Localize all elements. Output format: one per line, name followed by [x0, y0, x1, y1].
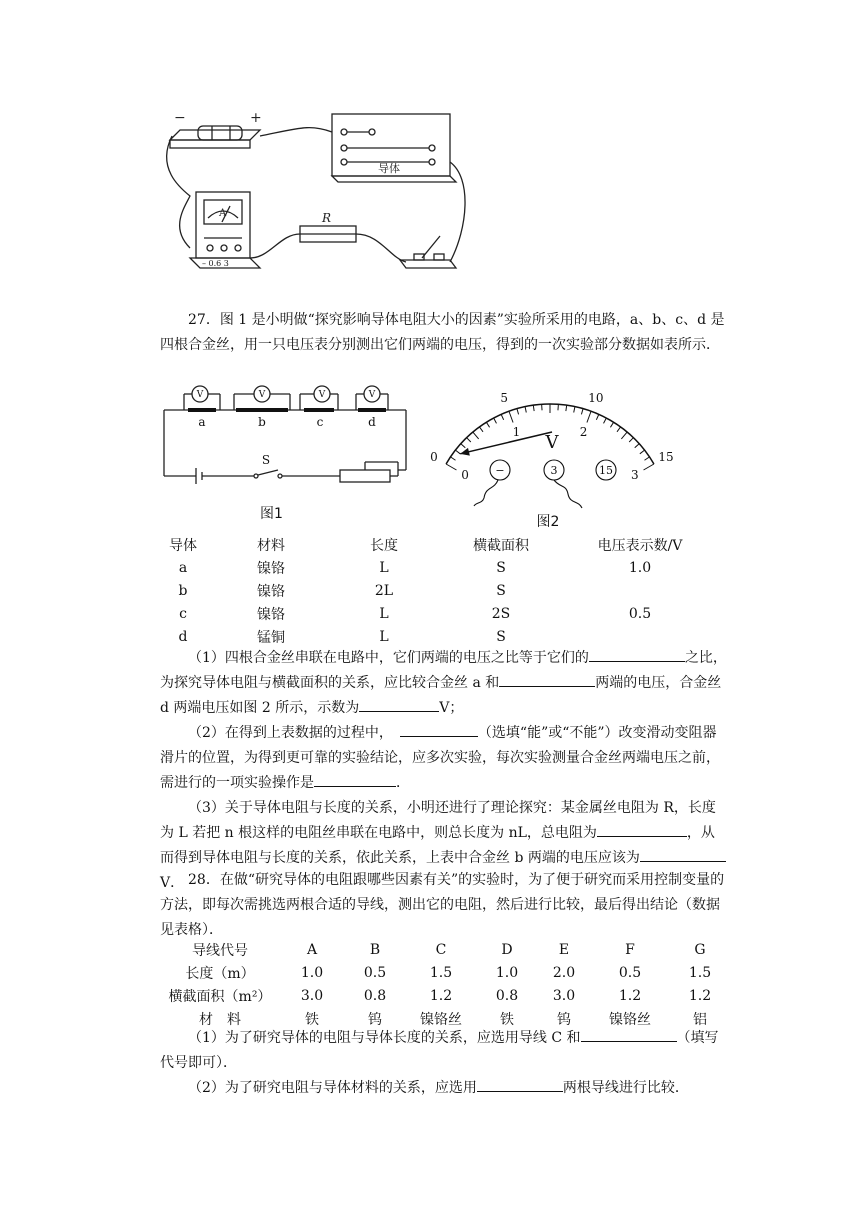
dial-tick: [596, 414, 598, 419]
t2-cell: 1.2: [618, 987, 642, 1004]
t2-cell: 铁: [500, 1011, 514, 1028]
t2-row: [160, 961, 730, 984]
dial-tick: [479, 427, 483, 432]
dial-tick: [461, 444, 465, 448]
t2-cell: F: [625, 941, 635, 958]
dial-tick: [486, 422, 489, 427]
t1-cell: 镍铬: [257, 606, 285, 623]
t2-cell: 镍铬丝: [420, 1011, 462, 1028]
q27-intro: 27．图 1 是小明做“探究影响导体电阻大小的因素”实验所采用的电路，a、b、c、d 是四根合金丝，用一只电压表分别测出它们两端的电压，得到的一次实验部分数据如表所示．: [160, 312, 725, 353]
dial-tick: [581, 409, 583, 415]
t2-cell: 1.0: [300, 964, 324, 981]
lower-tick-0: 0: [461, 468, 469, 482]
dial-tick: [635, 444, 639, 448]
figure-1-circuit: [160, 358, 430, 528]
q27-part-1: （1）四根合金丝串联在电路中，它们两端的电压之比等于它们的 之比，为探究导体电阻与横截面积的关系，应比较合金丝 a 和 两端的电压，合金丝 d 两端电压如图 2 所示，示数为 V；: [160, 646, 728, 721]
lower-tick-3: 3: [631, 468, 639, 482]
battery-minus-label: −: [174, 110, 186, 126]
t1-cell: 镍铬: [257, 560, 285, 577]
t2-cell: 长度（m）: [185, 965, 255, 982]
t2-cell: D: [501, 941, 513, 958]
t1-row: [160, 533, 710, 556]
dial-tick: [644, 464, 654, 470]
dial-tick: [640, 450, 645, 454]
top-circuit-figure: [160, 108, 480, 288]
battery-plus-label: +: [250, 110, 262, 126]
figure-2-caption: 图2: [536, 514, 560, 530]
figure-2-voltmeter: [430, 354, 674, 530]
answer-blank-8[interactable]: [581, 1027, 677, 1042]
t1-cell: S: [496, 582, 506, 599]
answer-blank-5[interactable]: [314, 772, 396, 787]
answer-blank-2[interactable]: [499, 672, 595, 687]
dial-tick: [610, 422, 613, 427]
board-label: 导体: [378, 162, 400, 175]
t1-cell: d: [178, 628, 188, 645]
t1-row: [160, 602, 710, 625]
answer-blank-7[interactable]: [640, 847, 726, 862]
t2-cell: 0.8: [363, 987, 387, 1004]
t1-cell: a: [178, 559, 188, 576]
t2-cell: 2.0: [552, 964, 576, 981]
t2-cell: 1.5: [688, 964, 712, 981]
dial-tick: [446, 464, 456, 470]
t1-cell: 1.0: [628, 559, 652, 576]
wire-label-d: d: [368, 415, 376, 429]
voltmeter-symbol: V: [196, 390, 204, 400]
answer-blank-6[interactable]: [597, 822, 687, 837]
t2-cell: 导线代号: [192, 942, 248, 959]
answer-blank-9[interactable]: [477, 1077, 563, 1092]
q27-part-2: （2）在得到上表数据的过程中， （选填“能”或“不能”）改变滑动变阻器滑片的位置，为得到更可靠的实验结论，应多次实验，每次实验测量合金丝两端电压之前，需进行的一项实验操作是 ．: [160, 721, 728, 796]
q28-intro: 28．在做“研究导体的电阻跟哪些因素有关”的实验时，为了便于研究而采用控制变量的方法，即每次需挑选两根合适的导线，测出它的电阻，然后进行比较，最后得出结论（数据见表格）．: [160, 872, 725, 938]
t2-cell: 铝: [693, 1011, 707, 1028]
voltmeter-unit: V: [545, 432, 559, 453]
upper-tick-5: 5: [500, 391, 508, 406]
t1-cell: 导体: [169, 537, 197, 554]
upper-tick-10: 10: [588, 391, 604, 406]
voltmeter-symbol: V: [258, 390, 266, 400]
t2-cell: 横截面积（m²）: [168, 988, 272, 1005]
t1-cell: L: [379, 605, 389, 622]
dial-tick: [629, 438, 633, 442]
upper-tick-15: 15: [658, 450, 674, 464]
t1-row: [160, 556, 710, 579]
t2-cell: B: [369, 941, 381, 958]
ammeter-terminals: – 0.6 3: [202, 259, 229, 268]
t2-cell: E: [558, 941, 570, 958]
voltmeter-symbol: V: [368, 390, 376, 400]
dial-tick: [517, 409, 519, 415]
dial-tick: [451, 457, 456, 460]
t2-cell: 0.5: [618, 964, 642, 981]
t2-cell: 1.2: [429, 987, 453, 1004]
answer-blank-1[interactable]: [589, 647, 685, 662]
t1-cell: [570, 579, 710, 602]
wire-label-c: c: [316, 415, 324, 429]
lower-tick-2: 2: [579, 424, 588, 439]
t2-cell: A: [306, 941, 318, 958]
t1-row: [160, 579, 710, 602]
dial-tick: [494, 418, 497, 423]
dial-tick: [645, 457, 650, 460]
t2-cell: 3.0: [300, 987, 324, 1004]
dial-pointer: [460, 432, 552, 454]
upper-tick-0: 0: [430, 450, 438, 464]
switch-label: S: [261, 453, 271, 467]
t2-cell: 0.5: [363, 964, 387, 981]
q27-data-table: [160, 533, 710, 648]
wire-label-b: b: [258, 415, 266, 429]
t1-cell: 横截面积: [473, 537, 529, 554]
t2-cell: 钨: [368, 1011, 382, 1028]
dial-tick: [604, 418, 607, 423]
t1-cell: 材料: [257, 537, 285, 554]
q28-part-1: （1）为了研究导体的电阻与导体长度的关系，应选用导线 C 和 （填写代号即可）．: [160, 1026, 728, 1076]
t2-cell: 1.2: [688, 987, 712, 1004]
t2-row: [160, 984, 730, 1007]
t2-cell: G: [694, 941, 706, 958]
wire-label-a: a: [198, 415, 206, 429]
t2-cell: 3.0: [552, 987, 576, 1004]
t1-row: [160, 625, 710, 648]
t1-cell: [570, 625, 710, 648]
terminal-negative: −: [495, 464, 505, 477]
t2-row: [160, 938, 730, 961]
t2-cell: 镍铬丝: [609, 1011, 651, 1028]
t1-cell: 2L: [374, 582, 394, 599]
resistor-label: R: [322, 211, 332, 225]
lower-tick-1: 1: [512, 424, 521, 439]
t1-cell: b: [178, 582, 188, 599]
answer-blank-3[interactable]: [359, 697, 439, 712]
t2-cell: 钨: [557, 1011, 571, 1028]
t1-cell: L: [379, 559, 389, 576]
dial-tick: [617, 427, 621, 432]
t1-cell: c: [179, 605, 187, 622]
t2-cell: C: [435, 941, 447, 958]
t2-cell: 1.5: [429, 964, 453, 981]
t1-cell: S: [496, 628, 506, 645]
t1-cell: 0.5: [628, 605, 652, 622]
t2-cell: 铁: [305, 1011, 319, 1028]
pointer-head: [460, 448, 470, 456]
dial-tick: [587, 411, 591, 422]
dial-tick: [621, 432, 627, 439]
t1-cell: 长度: [370, 537, 398, 554]
dial-tick: [509, 411, 513, 422]
dial-tick: [473, 432, 479, 439]
dial-tick: [574, 407, 575, 413]
dial-tick: [566, 405, 567, 411]
dial-tick: [533, 405, 534, 411]
terminal-3: 3: [550, 464, 558, 477]
dial-tick: [501, 414, 503, 419]
ammeter-symbol: A: [219, 208, 227, 219]
dial-tick: [467, 438, 471, 442]
q28-data-table: [160, 938, 730, 1030]
q28-part-2: （2）为了研究电阻与导体材料的关系，应选用 两根导线进行比较．: [160, 1076, 728, 1101]
q27-part-3: （3）关于导体电阻与长度的关系，小明还进行了理论探究：某金属丝电阻为 R，长度为 L 若把 n 根这样的电阻丝串联在电路中，则总长度为 nL，总电阻为 ，从而得到导体电阻与长度的关系，依此关系，上表中合金丝 b 两端的电压应该为V．: [160, 796, 728, 896]
t1-cell: 电压表示数/V: [597, 537, 683, 554]
t2-cell: 1.0: [495, 964, 519, 981]
t1-cell: 2S: [491, 605, 511, 622]
t1-cell: 锰铜: [257, 629, 285, 646]
dial-tick: [525, 407, 526, 413]
t2-cell: 材 料: [199, 1011, 241, 1028]
t1-cell: 镍铬: [257, 583, 285, 600]
t2-cell: 0.8: [495, 987, 519, 1004]
t1-cell: L: [379, 628, 389, 645]
voltmeter-symbol: V: [318, 390, 326, 400]
figure-1-caption: 图1: [260, 506, 283, 522]
t1-cell: S: [496, 559, 506, 576]
terminal-15: 15: [599, 464, 613, 477]
dial-tick: [455, 450, 460, 454]
answer-blank-4[interactable]: [400, 722, 478, 737]
